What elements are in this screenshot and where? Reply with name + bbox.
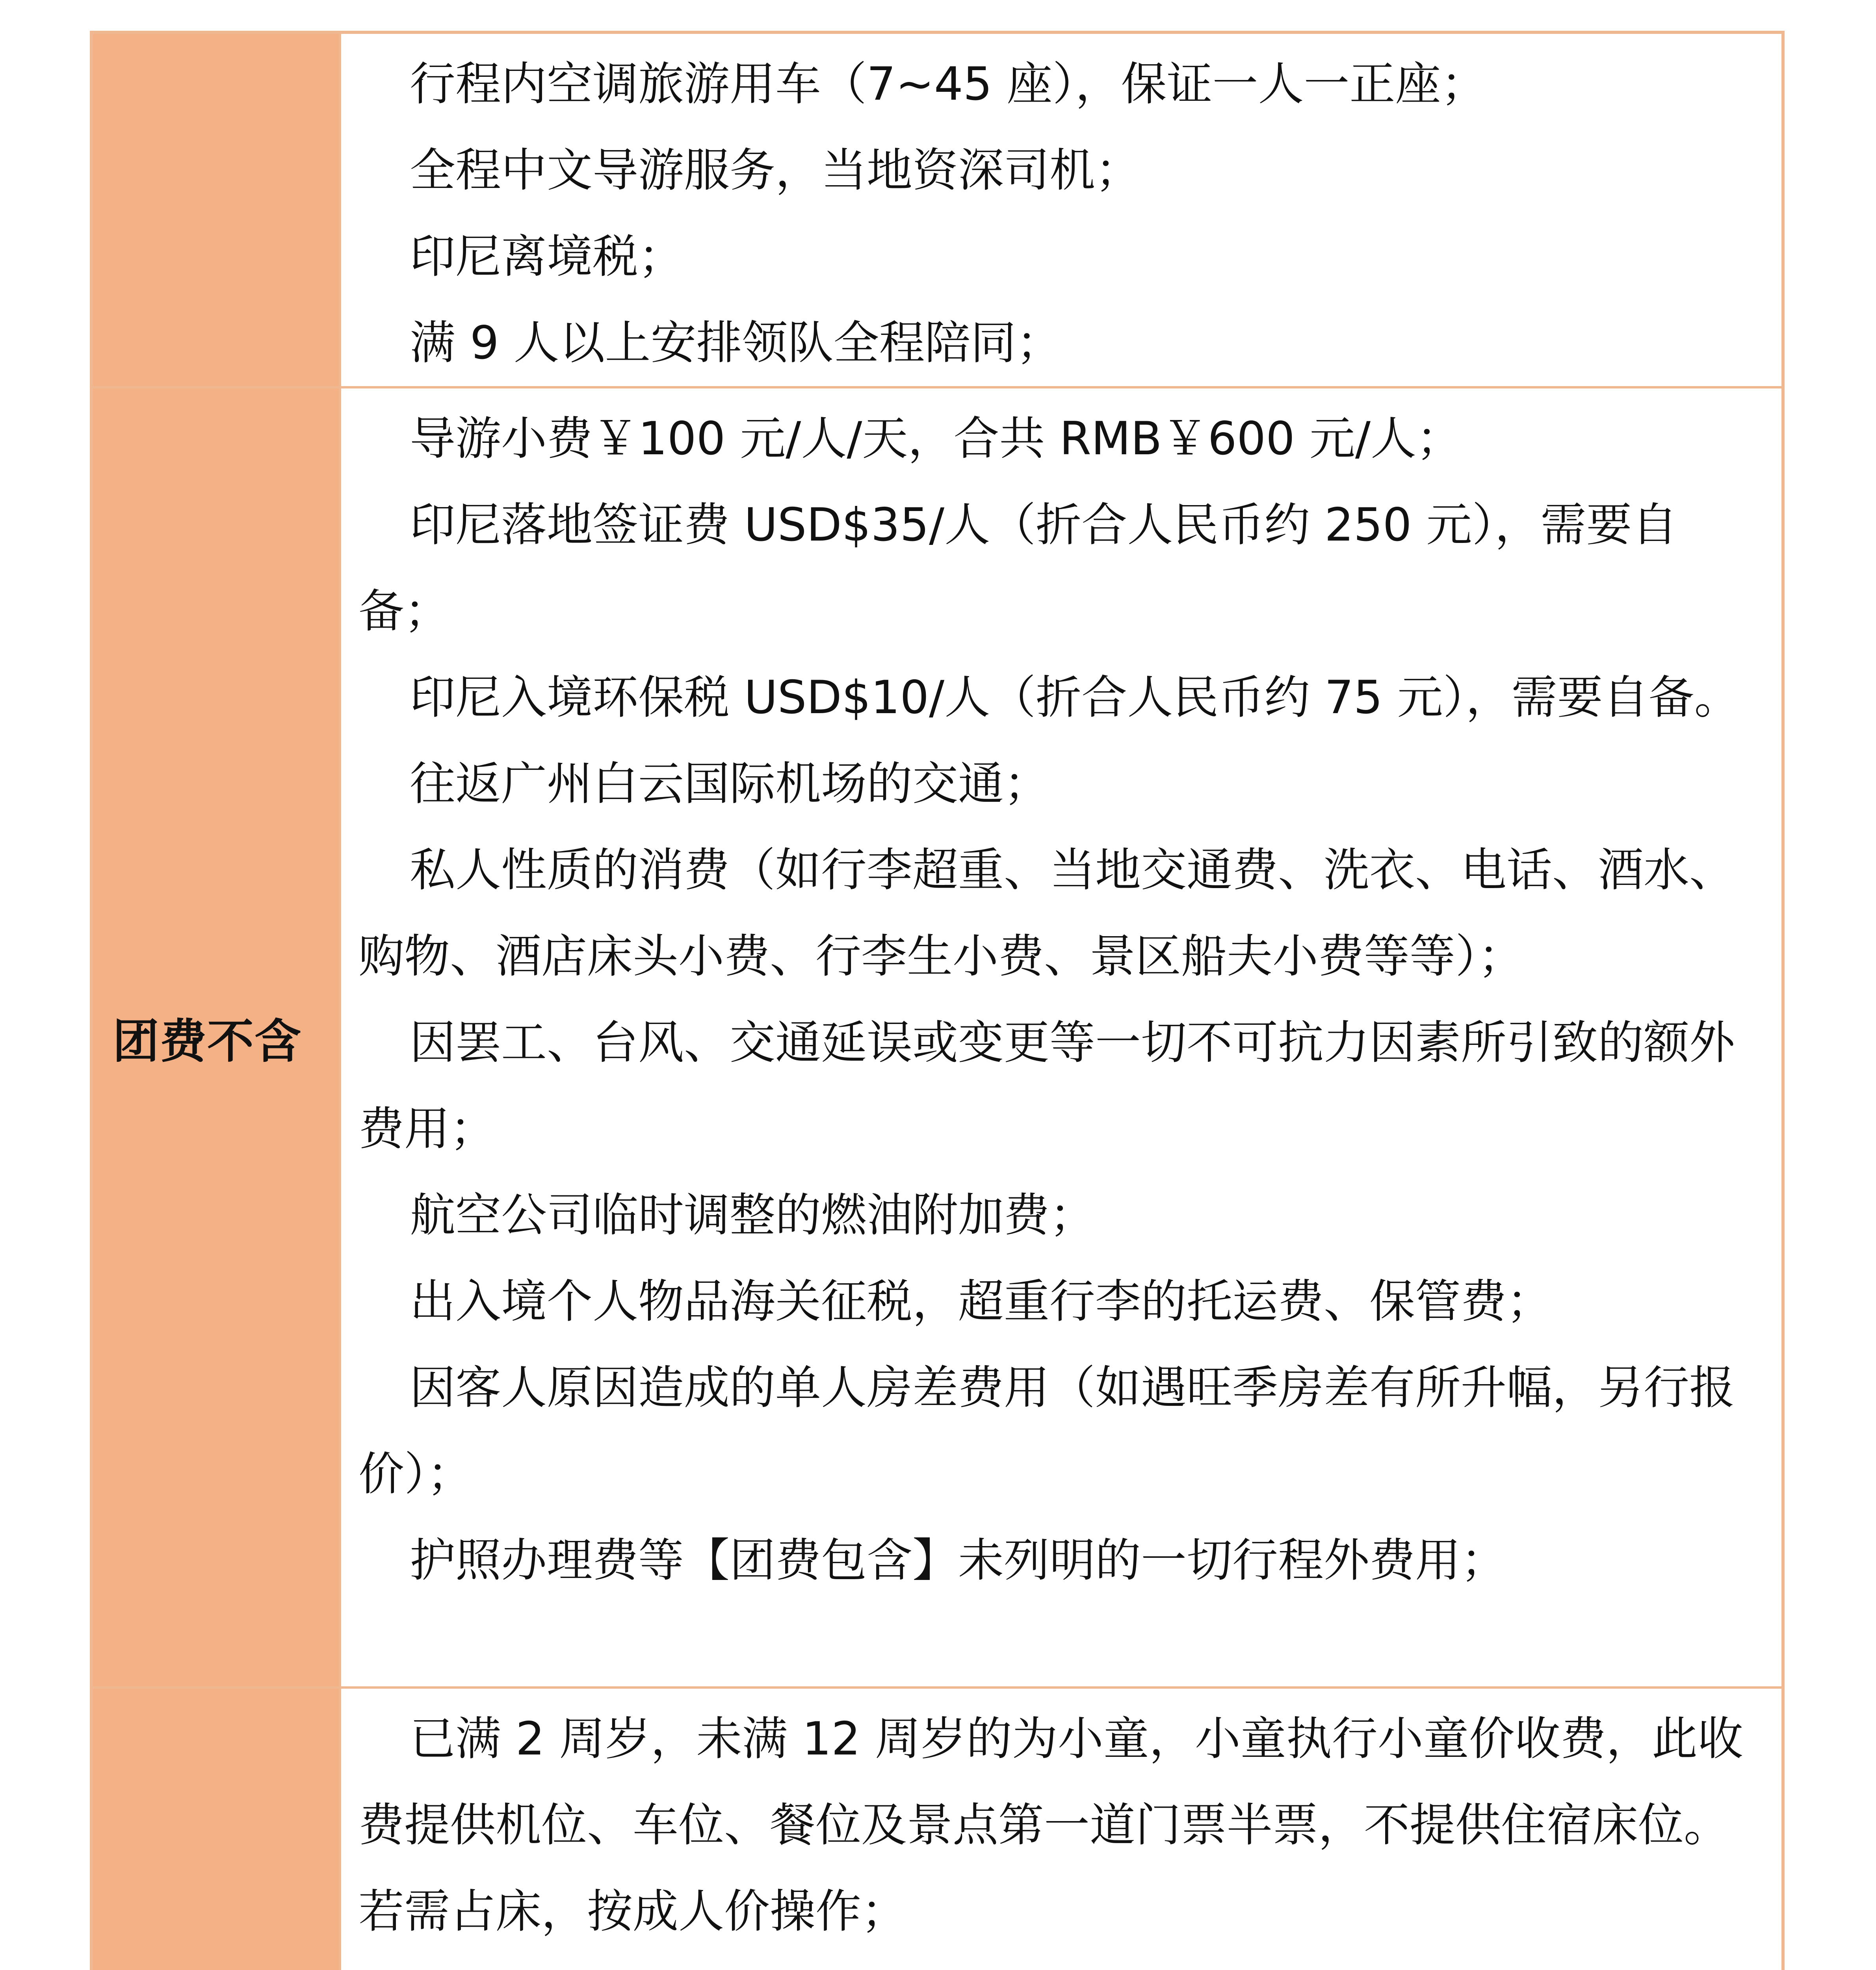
list-item: 印尼入境环保税 USD$10/人（折合人民币约 75 元），需要自备。: [410, 671, 1740, 724]
list-item: 行程内空调旅游用车（7~45 座），保证一人一正座；: [410, 58, 1487, 111]
list-item: 满 9 人以上安排领队全程陪同；: [410, 316, 1062, 370]
list-item: 私人性质的消费（如行李超重、当地交通费、洗衣、电话、酒水、购物、酒店床头小费、行李生小费、景区船夫小费等等）；: [358, 844, 1735, 983]
table-row-included: [93, 34, 1781, 388]
row-label-cell: [93, 1689, 341, 1970]
list-item: 印尼落地签证费 USD$35/人（折合人民币约 250 元），需要自备；: [358, 498, 1678, 638]
row-label-excluded: 团费不含: [113, 1014, 302, 1069]
list-item: 出入境个人物品海关征税，超重行李的托运费、保管费；: [410, 1275, 1552, 1328]
list-item: 印尼离境税；: [410, 230, 684, 283]
list-item: 护照办理费等【团费包含】未列明的一切行程外费用；: [410, 1534, 1506, 1587]
itinerary-fee-table: [90, 31, 1785, 1970]
row-content-cell: [341, 34, 1781, 386]
table-row-excluded: [93, 388, 1781, 1689]
table-row-notes: [93, 1689, 1781, 1970]
list-item: 已满 2 周岁，未满 12 周岁的为小童，小童执行小童价收费，此收费提供机位、车位、餐位及景点第一道门票半票，不提供住宿床位。若需占床，按成人价操作；: [358, 1712, 1743, 1938]
list-item: 因客人原因造成的单人房差费用（如遇旺季房差有所升幅，另行报价）；: [358, 1361, 1735, 1501]
row-label-cell: [93, 388, 341, 1686]
list-item: 航空公司临时调整的燃油附加费；: [410, 1189, 1095, 1242]
row-label-cell: [93, 34, 341, 386]
row-content-cell: [341, 1689, 1781, 1970]
list-item: 因罢工、台风、交通延误或变更等一切不可抗力因素所引致的额外费用；: [358, 1016, 1735, 1156]
list-item: [358, 1955, 1768, 1970]
list-item: 导游小费￥100 元/人/天，合共 RMB￥600 元/人；: [410, 412, 1462, 465]
list-item: 往返广州白云国际机场的交通；: [410, 757, 1049, 810]
row-content-cell: [341, 388, 1781, 1686]
list-item: 全程中文导游服务，当地资深司机；: [410, 144, 1141, 197]
